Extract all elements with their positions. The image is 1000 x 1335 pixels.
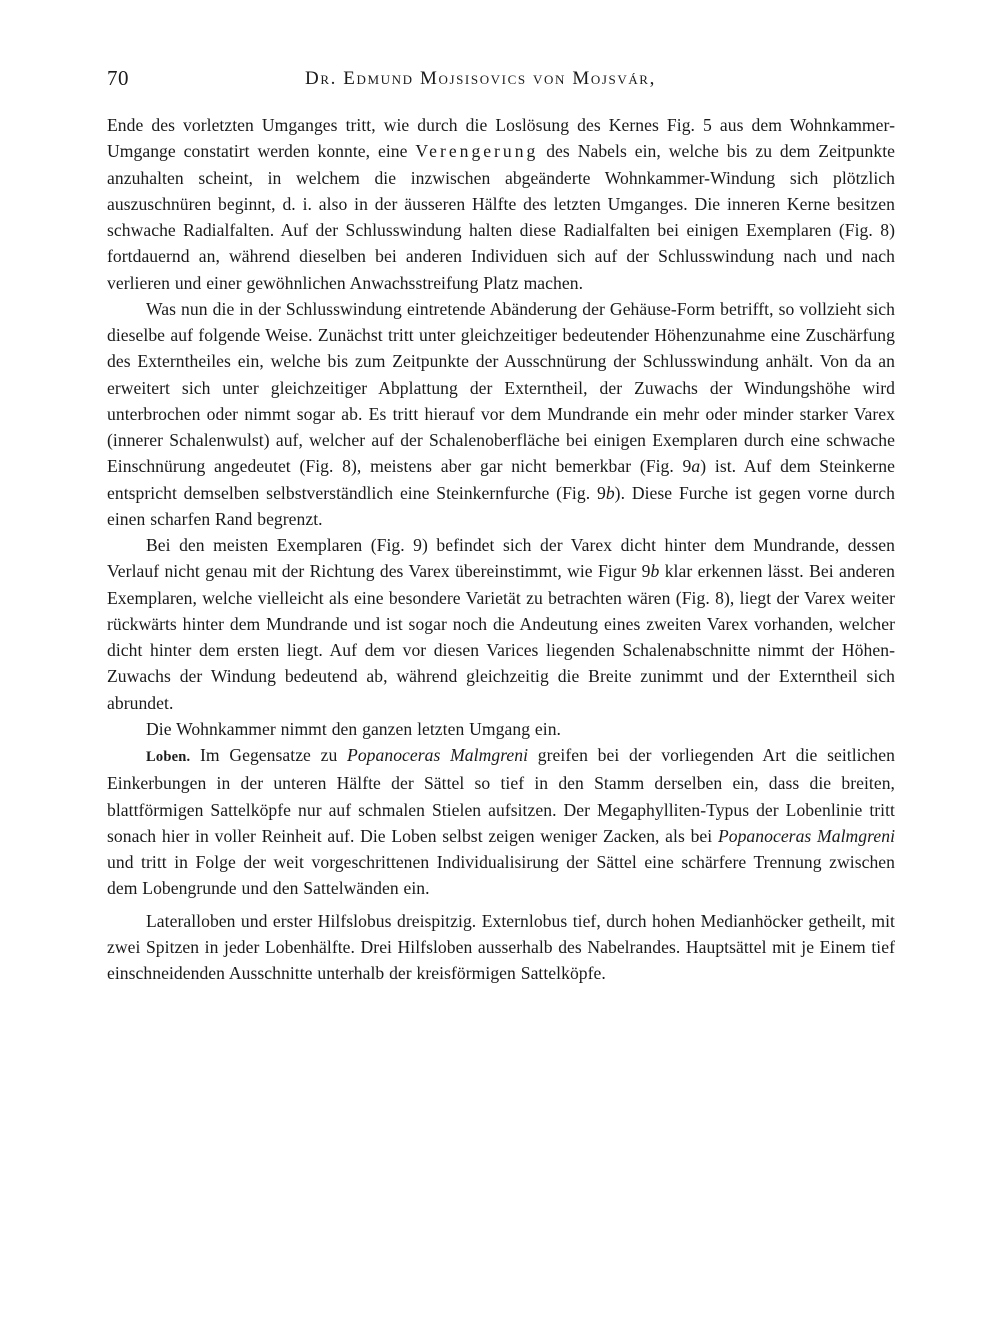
- spaced-emphasis: Verengerung: [415, 141, 539, 162]
- paragraph-2-text-c: ) ist. Auf dem Steinkerne entspricht demselben selbstverständlich eine Steinkernfurche (Fig. 9: [107, 456, 895, 503]
- running-head: Dr. Edmund Mojsisovics von Mojsvár,: [305, 68, 656, 89]
- page-header: [107, 66, 895, 98]
- paragraph-5-text-a: Im Gegensatze zu: [190, 745, 348, 765]
- figure-sub-label: a: [691, 456, 701, 477]
- paragraph-2-text-e: ). Diese Furche ist gegen vorne durch einen scharfen Rand begrenzt.: [107, 482, 895, 529]
- paragraph-1-text-a: Ende des vorletzten Umganges tritt, wie durch die Loslösung des Kernes Fig. 5 aus dem Wohnkammer-Umgange constatirt werden konnte, eine: [107, 115, 895, 162]
- page-number: 70: [107, 66, 129, 90]
- paragraph-1-text-c: des Nabels ein, welche bis zu dem Zeitpunkte anzuhalten scheint, in welchem die inzwischen abgeänderte Wohnkammer-Windung sich plötzlich auszuschnüren beginnt, d. i. also in der äusseren Hälfte des letzten Umganges. Die inneren Kerne besitzen schwache Radialfalten. Auf der Schlusswindung halten diese Radialfalten bei einigen Exemplaren (Fig. 8) fortdauernd an, während dieselben bei anderen Individuen sich auf der Schlusswindung nach und nach verlieren und einer gewöhnlichen Anwachsstreifung Platz machen.: [107, 141, 895, 293]
- paragraph-1: [107, 112, 895, 296]
- paragraph-5-text-b: greifen bei der vorliegenden Art die seitlichen Einkerbungen in der unteren Hälfte der Sättel so tief in den Stamm derselben ein, dass die breiten, blattförmigen Sattelköpfe nur auf schmalen Stielen aufsitzen. Der Megaphylliten-Typus der Lobenlinie tritt sonach hier in voller Reinheit auf. Die Loben selbst zeigen weniger Zacken, als bei: [107, 745, 895, 846]
- paragraph-3-text-a: Bei den meisten Exemplaren (Fig. 9) befindet sich der Varex dicht hinter dem Mundrande, dessen Verlauf nicht genau mit der Richtung des Varex übereinstimmt, wie Figur 9: [107, 535, 895, 582]
- species-name: Popanoceras Malmgreni: [717, 825, 896, 846]
- paragraph-3-text-c: klar erkennen lässt. Bei anderen Exemplaren, welche vielleicht als eine besondere Varietät zu betrachten wären (Fig. 8), liegt der Varex weiter rückwärts hinter dem Mundrande und ist sogar noch die Andeutung eines zweiten Varex vorhanden, welcher dicht hinter dem ersten liegt. Auf dem vor diesen Varices liegenden Schalenabschnitte nimmt der Höhen-Zuwachs der Windung bedeutend ab, während gleichzeitig die Breite zunimmt und der Externtheil sich abrundet.: [107, 561, 895, 713]
- paragraph-5-text-c: und tritt in Folge der weit vorgeschrittenen Individualisirung der Sättel eine schärfere Trennung zwischen dem Lobengrunde und den Sattelwänden ein.: [107, 852, 895, 899]
- paragraph-2: [107, 296, 895, 532]
- paragraph-2-text-a: Was nun die in der Schlusswindung eintretende Abänderung der Gehäuse-Form betrifft, so vollzieht sich dieselbe auf folgende Weise. Zunächst tritt unter gleichzeitiger bedeutender Höhenzunahme eine Zuschärfung des Externtheiles ein, welche bis zum Zeitpunkte der Ausschnürung der Schlusswindung anhält. Von da an erweitert sich unter gleichzeitiger Abplattung der Externtheil, der Zuwachs der Windungshöhe wird unterbrochen oder nimmt sogar ab. Es tritt hierauf vor dem Mundrande ein mehr oder minder starker Varex (innerer Schalenwulst) auf, welcher auf der Schalenoberfläche bei einigen Exemplaren durch eine schwache Einschnürung angedeutet (Fig. 8), meistens aber gar nicht bemerkbar (Fig. 9: [107, 298, 895, 477]
- paragraph-5: [107, 742, 895, 902]
- figure-sub-label: b: [605, 482, 615, 503]
- species-name: Popanoceras Malmgreni: [347, 745, 529, 765]
- paragraph-3: [107, 532, 895, 716]
- paragraph-6: Lateralloben und erster Hilfslobus dreispitzig. Externlobus tief, durch hohen Medianhöcker getheilt, mit zwei Spitzen in jeder Lobenhälfte. Drei Hilfsloben ausserhalb des Nabelrandes. Hauptsättel mit je Einem tief einschneidenden Ausschnitte unterhalb der kreisförmigen Sattelköpfe.: [107, 910, 895, 983]
- section-runin-heading: Loben.: [146, 749, 191, 765]
- body-text: [107, 112, 895, 986]
- figure-sub-label: b: [650, 561, 660, 582]
- paragraph-4: Die Wohnkammer nimmt den ganzen letzten Umgang ein.: [146, 718, 561, 739]
